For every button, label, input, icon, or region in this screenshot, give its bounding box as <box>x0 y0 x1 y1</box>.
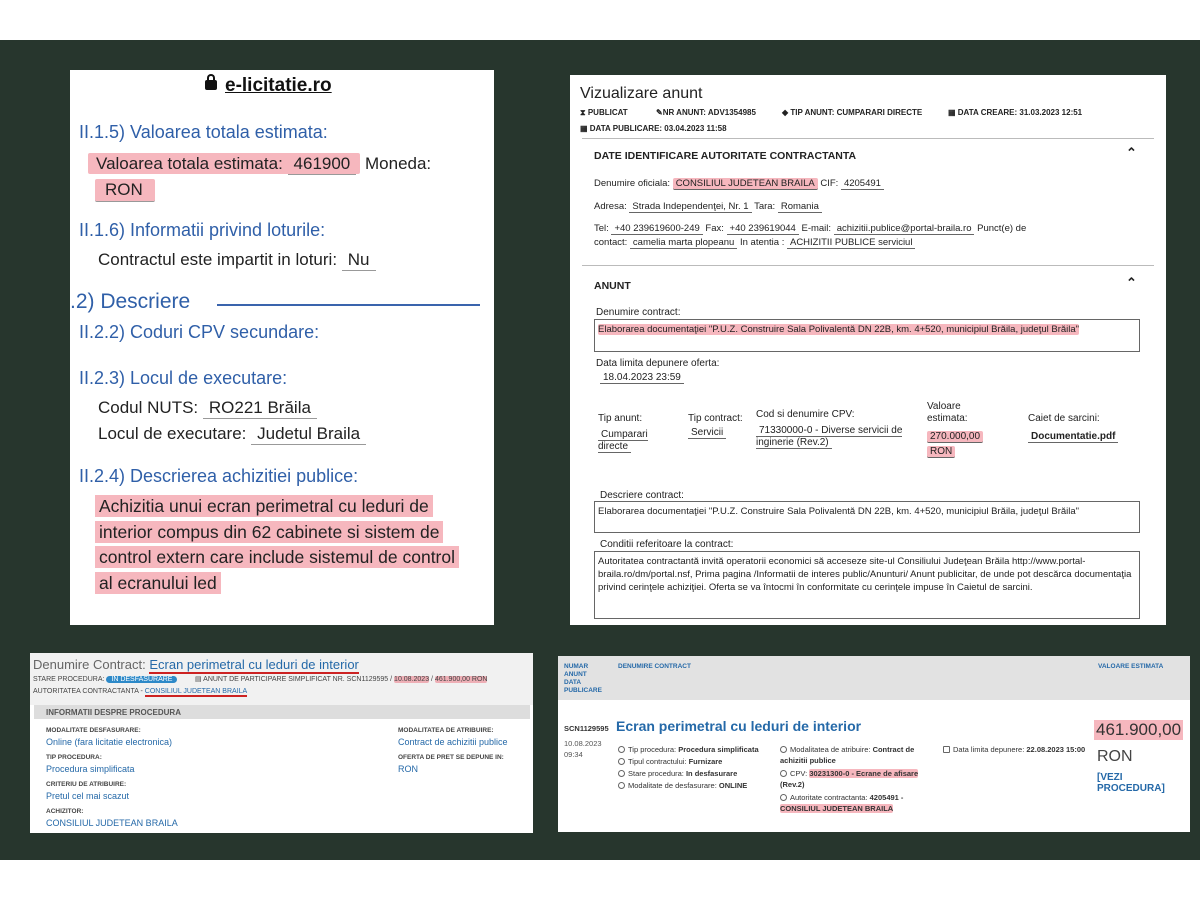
oferta-value: RON <box>398 764 418 774</box>
valoare-estimata: 461.900,00 <box>1096 720 1182 739</box>
meta-tip-anunt: ◆ TIP ANUNT: CUMPARARI DIRECTE <box>782 108 923 117</box>
collapse-icon[interactable]: ⌃ <box>1126 145 1137 160</box>
gear-icon <box>618 782 625 789</box>
valoare-label: Valoarea totala estimata: <box>96 154 283 173</box>
heading-cpv: II.2.2) Coduri CPV secundare: <box>79 322 320 342</box>
den-oficiala-value: CONSILIUL JUDETEAN BRAILA <box>673 178 818 190</box>
lock-icon <box>205 80 217 90</box>
col-header-valoare[interactable]: VALOARE ESTIMATA <box>1098 663 1164 670</box>
site-name: e-licitatie.ro <box>225 75 332 96</box>
stare-procedura: Stare procedura: In desfasurare <box>618 768 737 779</box>
caiet-col: Caiet de sarcini: Documentatie.pdf <box>1028 413 1148 443</box>
autoritate-link[interactable]: CONSILIUL JUDETEAN BRAILA <box>144 688 248 695</box>
loc-row <box>98 424 366 445</box>
vezi-procedura-link[interactable]: [VEZI PROCEDURA] <box>1097 772 1165 794</box>
tip-anunt-col: Tip anunt: Cumparari directe <box>598 413 648 452</box>
tip-proc-value: Procedura simplificata <box>46 764 135 774</box>
achizitie-description <box>95 494 485 596</box>
valoare-currency: RON <box>1097 748 1133 765</box>
moneda-value: RON <box>95 179 155 202</box>
desc-line: Achizitia unui ecran perimetral cu leduri de <box>95 495 433 517</box>
oferta-label: OFERTA DE PRET SE DEPUNE IN: <box>398 754 504 761</box>
lista-anunturi-panel <box>558 656 1190 832</box>
vizualizare-anunt-panel <box>570 75 1166 625</box>
collapse-icon[interactable]: ⌃ <box>1126 275 1137 290</box>
mod-atr-value: Contract de achizitii publice <box>398 737 508 747</box>
autoritate-info: Autoritate contractanta: 4205491 - CONSILIUL JUDETEAN BRAILA <box>780 793 904 813</box>
criteriu-label: CRITERIU DE ATRIBUIRE: <box>46 781 127 788</box>
achizitor-value[interactable]: CONSILIUL JUDETEAN BRAILA <box>46 818 178 828</box>
moneda-row <box>95 179 155 202</box>
adresa-row: Adresa: Strada Independenţei, Nr. 1 Tara: Romania <box>594 201 822 212</box>
modalitate-desfasurare: Modalitate de desfasurare: ONLINE <box>618 780 747 791</box>
tip-contract-col: Tip contract: Servicii <box>688 413 743 438</box>
tip-procedura: Tip procedura: Procedura simplificata <box>618 744 759 755</box>
desc-line: interior compus din 62 cabinete si sistem de <box>95 521 443 543</box>
section-autoritate[interactable]: DATE IDENTIFICARE AUTORITATE CONTRACTANTA <box>594 150 857 162</box>
heading-valoare: II.1.5) Valoarea totala estimata: <box>79 122 328 142</box>
heading-achizitie: II.2.4) Descrierea achizitiei publice: <box>79 466 359 486</box>
gear-icon <box>618 770 625 777</box>
moneda-label: Moneda: <box>365 154 432 173</box>
email-value[interactable]: achizitii.publice@portal-braila.ro <box>834 223 975 235</box>
stare-row: STARE PROCEDURA: IN DESFASURARE ▤ ANUNT DE PARTICIPARE SIMPLIFICAT NR. SCN1129595 / 10.08.2023 / 461.900,00 RON <box>33 676 488 683</box>
loturi-value: Nu <box>342 250 376 271</box>
meta-nr-anunt: ✎NR ANUNT: ADV1354985 <box>656 108 756 117</box>
loturi-label: Contractul este impartit in loturi: <box>98 250 338 269</box>
descriere-label: Descriere contract: <box>600 490 684 501</box>
contact-row: Tel: +40 239619600-249 Fax: +40 239619044 E-mail: achizitii.publice@portal-braila.ro Punct(e) de <box>594 223 1027 234</box>
tip-proc-label: TIP PROCEDURA: <box>46 754 102 761</box>
page-title: Vizualizare anunt <box>580 85 703 102</box>
caiet-link[interactable]: Documentatie.pdf <box>1028 431 1118 443</box>
loc-value: Judetul Braila <box>251 424 366 445</box>
section-band: INFORMATII DESPRE PROCEDURA <box>34 705 530 719</box>
data-publicare: 10.08.2023 09:34 <box>564 739 602 759</box>
contract-title-link[interactable]: Ecran perimetral cu leduri de interior <box>616 718 862 734</box>
section-anunt[interactable]: ANUNT <box>594 280 631 292</box>
tip-contract: Tipul contractului: Furnizare <box>618 756 722 767</box>
meta-status: ⧗ PUBLICAT <box>580 108 628 117</box>
autoritate-row: AUTORITATEA CONTRACTANTA - CONSILIUL JUDETEAN BRAILA <box>33 688 248 695</box>
descriere-field: Elaborarea documentaţiei "P.U.Z. Construire Sala Polivalentă DN 22B, km. 4+520, municipiul Brăila, judeţul Brăila" <box>594 501 1140 533</box>
calendar-icon <box>943 746 950 753</box>
col-header-numar[interactable]: NUMAR ANUNT DATA PUBLICARE <box>564 663 602 694</box>
divider <box>582 265 1154 266</box>
building-icon <box>780 794 787 801</box>
den-oficiala-row: Denumire oficiala: CONSILIUL JUDETEAN BRAILA CIF: 4205491 <box>594 178 884 189</box>
nuts-label: Codul NUTS: <box>98 398 199 417</box>
procedura-panel <box>30 653 533 833</box>
data-limita: Data limita depunere: 22.08.2023 15:00 <box>943 744 1085 755</box>
site-header[interactable] <box>205 75 332 97</box>
heading-loturi: II.1.6) Informatii privind loturile: <box>79 220 326 240</box>
divider <box>582 138 1154 139</box>
nuts-value: RO221 Brăila <box>203 398 317 419</box>
mod-desf-label: MODALITATE DESFASURARE: <box>46 727 141 734</box>
numar-anunt: SCN1129595 <box>564 724 609 733</box>
denumire-contract-row: Denumire Contract: Ecran perimetral cu leduri de interior <box>33 657 359 672</box>
tag-icon <box>780 770 787 777</box>
den-contract-label: Denumire contract: <box>596 307 681 318</box>
cpv-col: Cod si denumire CPV: 71330000-0 - Diverse servicii de inginerie (Rev.2) <box>756 409 903 448</box>
heading-loc: II.2.3) Locul de executare: <box>79 368 288 388</box>
valoare-value: 461900 <box>288 154 357 175</box>
data-limita-value: 18.04.2023 23:59 <box>600 372 684 383</box>
loc-label: Locul de executare: <box>98 424 247 443</box>
criteriu-value: Pretul cel mai scazut <box>46 791 130 801</box>
document-icon <box>618 758 625 765</box>
desc-line: control extern care include sistemul de control <box>95 546 459 568</box>
elicitatie-valoare-panel <box>70 70 494 625</box>
conditii-label: Conditii referitoare la contract: <box>600 539 734 550</box>
achizitor-label: ACHIZITOR: <box>46 808 84 815</box>
heading-rule <box>217 304 480 306</box>
meta-data-creare: ▦ DATA CREARE: 31.03.2023 12:51 <box>948 108 1083 117</box>
valoare-row <box>88 154 431 175</box>
mod-desf-value: Online (fara licitatie electronica) <box>46 737 173 747</box>
gear-icon <box>618 746 625 753</box>
award-icon <box>780 746 787 753</box>
mod-atr-label: MODALITATEA DE ATRIBUIRE: <box>398 727 494 734</box>
meta-data-publicare: ▦ DATA PUBLICARE: 03.04.2023 11:58 <box>580 124 727 133</box>
cif-value: 4205491 <box>841 178 884 190</box>
valoare-col: Valoare estimata: 270.000,00 RON <box>927 401 997 458</box>
den-contract-field: Elaborarea documentaţiei "P.U.Z. Construire Sala Polivalentă DN 22B, km. 4+520, municipiul Brăila, judeţul Brăila" <box>594 319 1140 352</box>
nuts-row <box>98 398 317 419</box>
modalitate-atribuire: Modalitatea de atribuire: Contract de achizitii publice <box>780 745 915 765</box>
denumire-contract-link[interactable]: Ecran perimetral cu leduri de interior <box>149 657 359 672</box>
data-limita-label: Data limita depunere oferta: <box>596 358 720 369</box>
desc-line: al ecranului led <box>95 572 221 594</box>
conditii-field: Autoritatea contractantă invită operatorii economici să acceseze site-ul Consiliului Judeţean Brăila http://www.portal-braila.ro/dm/portal.nsf, Prima pagina /Informatii de interes public/Anunturi/ Anunt publicitar, de unde pot descărca documentaţia privind cerinţele achiziţiei. Oferta se va întocmi în conformitate cu cerinţele impuse în Caietul de sarcini. <box>594 551 1140 619</box>
heading-descriere: .2) Descriere <box>70 290 191 313</box>
cpv-info: CPV: 30231300-0 - Ecrane de afisare (Rev.2) <box>780 769 919 789</box>
loturi-row <box>98 250 376 271</box>
contact-person-row: contact: camelia marta plopeanu In atentia : ACHIZITII PUBLICE serviciul <box>594 237 915 248</box>
status-badge: IN DESFASURARE <box>106 676 177 683</box>
col-header-denumire[interactable]: DENUMIRE CONTRACT <box>618 663 691 670</box>
